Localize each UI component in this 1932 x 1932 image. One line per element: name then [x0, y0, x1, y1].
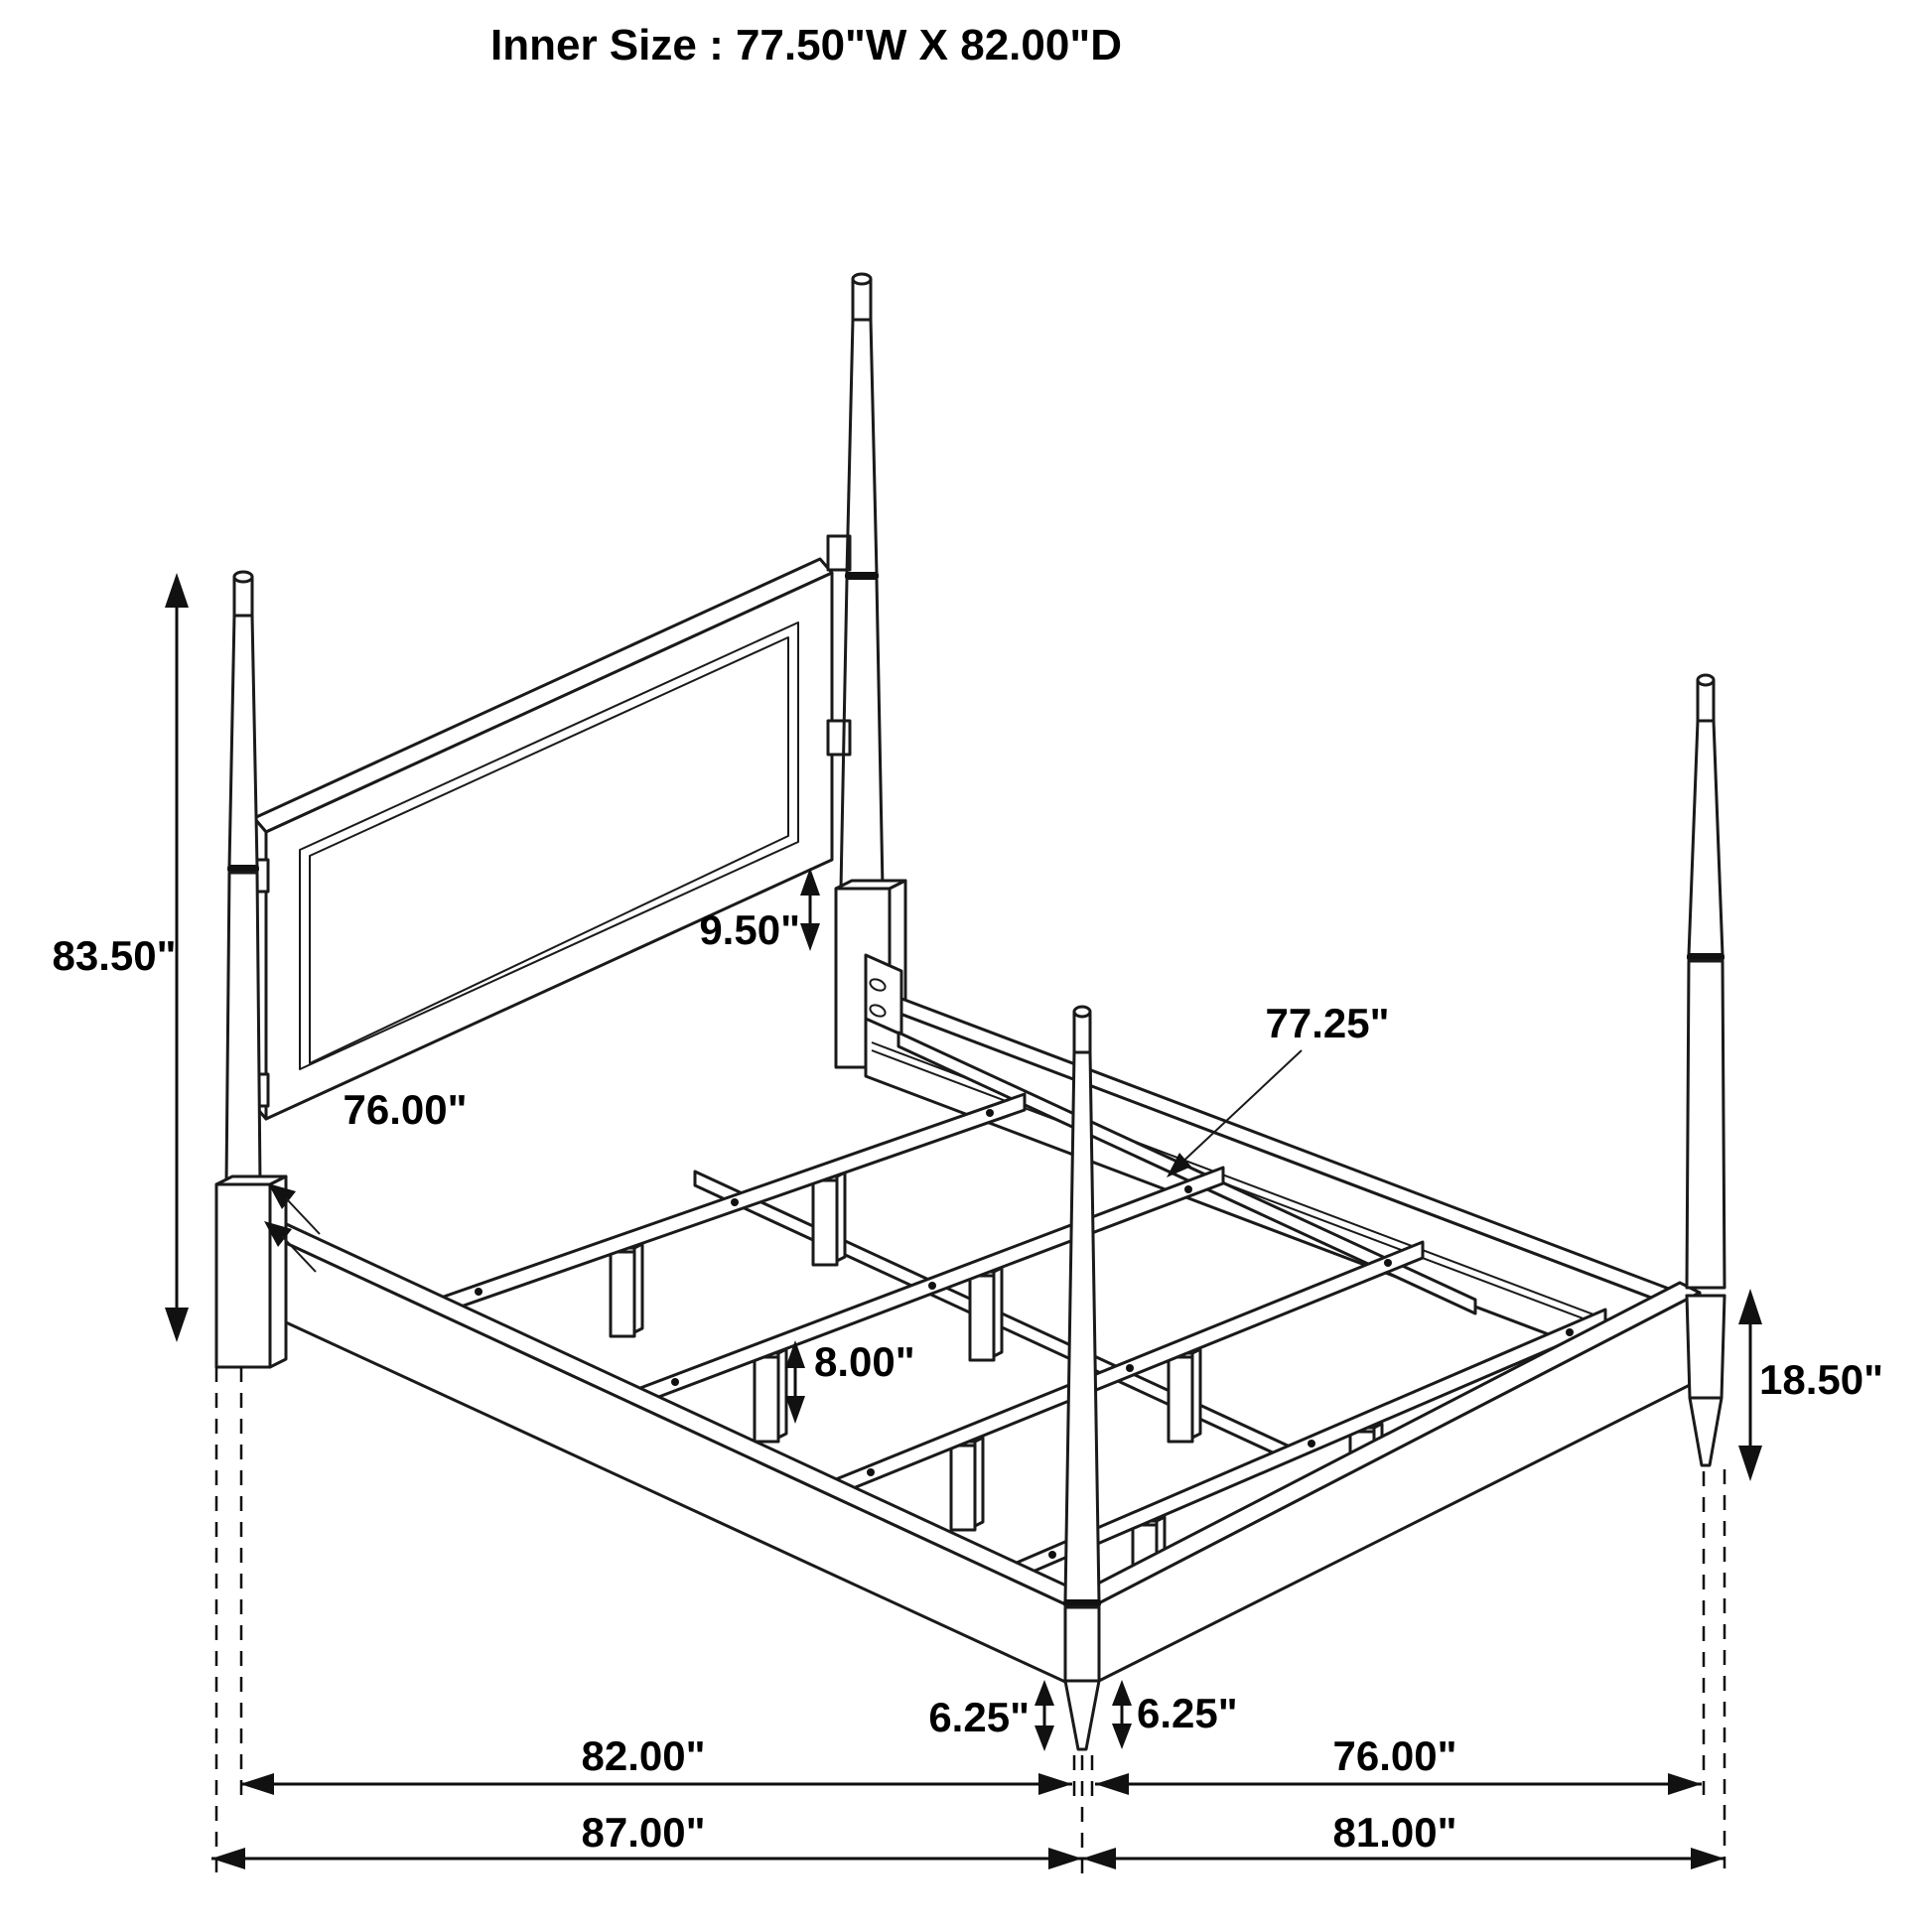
dim-foot-cone-left — [928, 1680, 1054, 1751]
dim-post-height-label: 83.50" — [52, 932, 177, 979]
diagram-title: Inner Size : 77.50"W X 82.00"D — [490, 21, 1122, 69]
dim-foot-cone-right — [1112, 1680, 1238, 1749]
dim-leg-height-label: 8.00" — [814, 1338, 915, 1385]
dim-foot-right-label: 6.25" — [1137, 1690, 1238, 1736]
dim-row-inner — [240, 1732, 1702, 1795]
dim-footboard-height-label: 18.50" — [1759, 1356, 1884, 1403]
dim-footboard-height — [1738, 1289, 1883, 1481]
dim-headboard-width-label: 76.00" — [343, 1086, 468, 1133]
footboard-right-post — [1687, 675, 1725, 1465]
dim-inner-width-label: 76.00" — [1332, 1732, 1457, 1779]
headboard-tab — [828, 721, 850, 755]
dim-outer-width-label: 81.00" — [1332, 1809, 1457, 1856]
rail-bracket — [866, 955, 901, 1035]
dim-slat-length-label: 77.25" — [1265, 1000, 1390, 1046]
headboard-right-post — [836, 274, 905, 1067]
footboard-rail — [1065, 1283, 1700, 1688]
dim-row-outer — [211, 1809, 1725, 1869]
dim-post-height — [52, 573, 189, 1342]
dim-inner-depth-label: 82.00" — [581, 1732, 706, 1779]
dim-outer-depth-label: 87.00" — [581, 1809, 706, 1856]
dim-headboard-gap-label: 9.50" — [699, 906, 800, 953]
dim-foot-left-label: 6.25" — [928, 1694, 1030, 1740]
headboard-panel — [250, 536, 850, 1119]
dim-leg-height — [785, 1338, 915, 1424]
